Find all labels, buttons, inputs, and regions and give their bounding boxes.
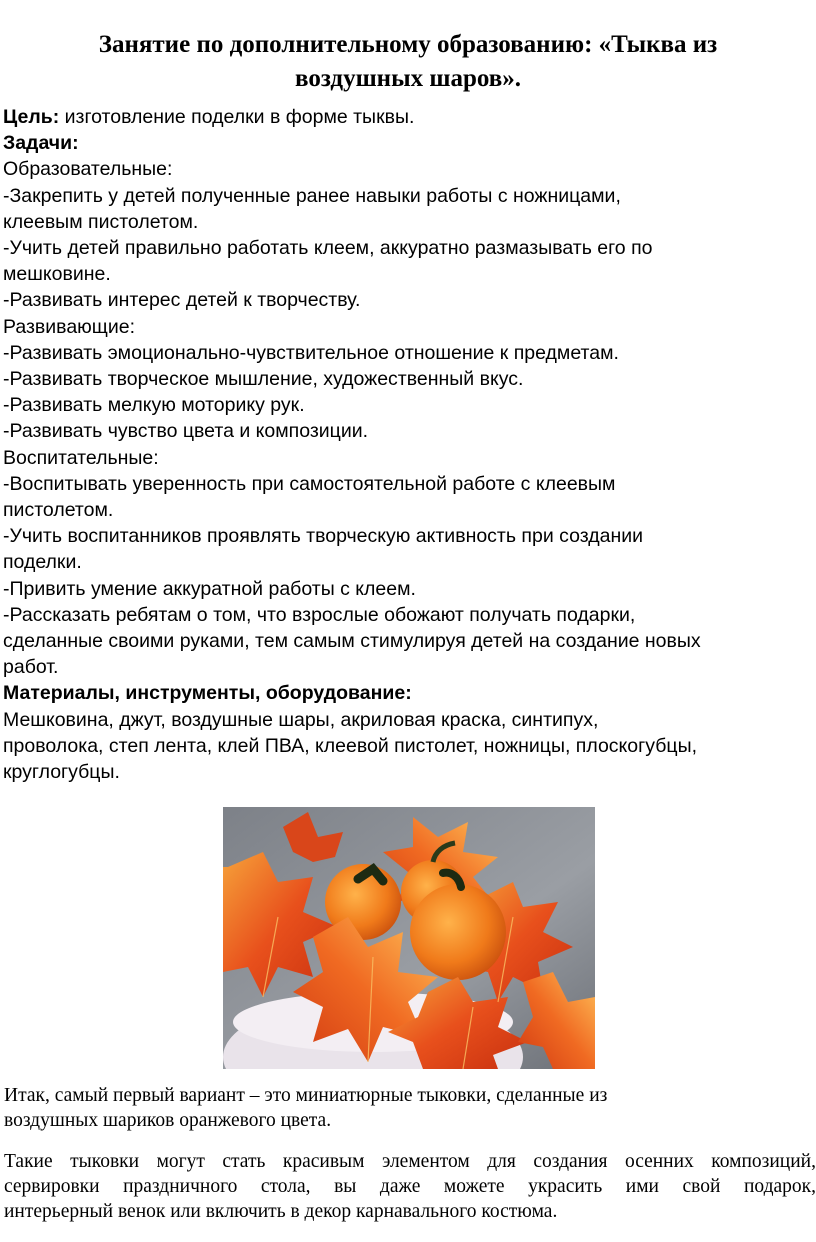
pumpkin-photo-illustration [223, 807, 595, 1069]
educational-line: -Учить детей правильно работать клеем, аккуратно размазывать его по [3, 237, 653, 260]
paragraph-line: Такие тыковки могут стать красивым элементом для создания осенних композиций, [4, 1151, 816, 1172]
pumpkin-craft-photo [223, 807, 595, 1069]
developing-line: -Развивать чувство цвета и композиции. [3, 420, 369, 443]
upbringing-line: -Привить умение аккуратной работы с клеем. [3, 577, 416, 600]
developing-line: -Развивать творческое мышление, художественный вкус. [3, 368, 524, 391]
upbringing-line: -Учить воспитанников проявлять творческую активность при создании [3, 525, 644, 548]
upbringing-line: -Рассказать ребятам о том, что взрослые обожают получать подарки, [3, 603, 636, 626]
materials-label: Материалы, инструменты, оборудование: [3, 682, 412, 705]
paragraph-line: сервировки праздничного стола, вы даже можете украсить ими свой подарок, [4, 1176, 816, 1197]
educational-line: клеевым пистолетом. [3, 210, 199, 233]
materials-line: проволока, степ лента, клей ПВА, клеевой пистолет, ножницы, плоскогубцы, [3, 734, 698, 757]
lesson-plan-body [3, 104, 815, 785]
educational-heading: Образовательные: [3, 158, 173, 181]
paragraph-intro [4, 1083, 816, 1133]
paragraph-line: Итак, самый первый вариант – это миниатюрные тыковки, сделанные из [4, 1085, 608, 1106]
paragraph-usage [4, 1149, 816, 1224]
upbringing-heading: Воспитательные: [3, 446, 159, 469]
upbringing-line: поделки. [3, 551, 82, 574]
materials-line: круглогубцы. [3, 761, 120, 784]
educational-line: -Закрепить у детей полученные ранее навыки работы с ножницами, [3, 184, 621, 207]
upbringing-line: работ. [3, 656, 59, 679]
developing-heading: Развивающие: [3, 315, 135, 338]
page-title [0, 28, 816, 96]
paragraph-line: интерьерный венок или включить в декор карнавального костюма. [4, 1201, 558, 1222]
educational-line: -Развивать интерес детей к творчеству. [3, 289, 361, 312]
title-line-1: Занятие по дополнительному образованию: «Тыква из [98, 31, 718, 58]
goal-label: Цель: [3, 106, 60, 128]
goal-text: изготовление поделки в форме тыквы. [59, 106, 415, 128]
materials-line: Мешковина, джут, воздушные шары, акриловая краска, синтипух, [3, 708, 599, 731]
upbringing-line: -Воспитывать уверенность при самостоятельной работе с клеевым [3, 472, 616, 495]
tasks-label: Задачи: [3, 132, 79, 155]
upbringing-line: сделанные своими руками, тем самым стимулируя детей на создание новых [3, 630, 701, 653]
developing-line: -Развивать эмоционально-чувствительное отношение к предметам. [3, 341, 619, 364]
developing-line: -Развивать мелкую моторику рук. [3, 394, 305, 417]
goal-line [3, 104, 815, 130]
upbringing-line: пистолетом. [3, 499, 114, 522]
paragraph-line: воздушных шариков оранжевого цвета. [4, 1110, 332, 1131]
title-line-2: воздушных шаров». [295, 65, 521, 92]
educational-line: мешковине. [3, 263, 111, 286]
